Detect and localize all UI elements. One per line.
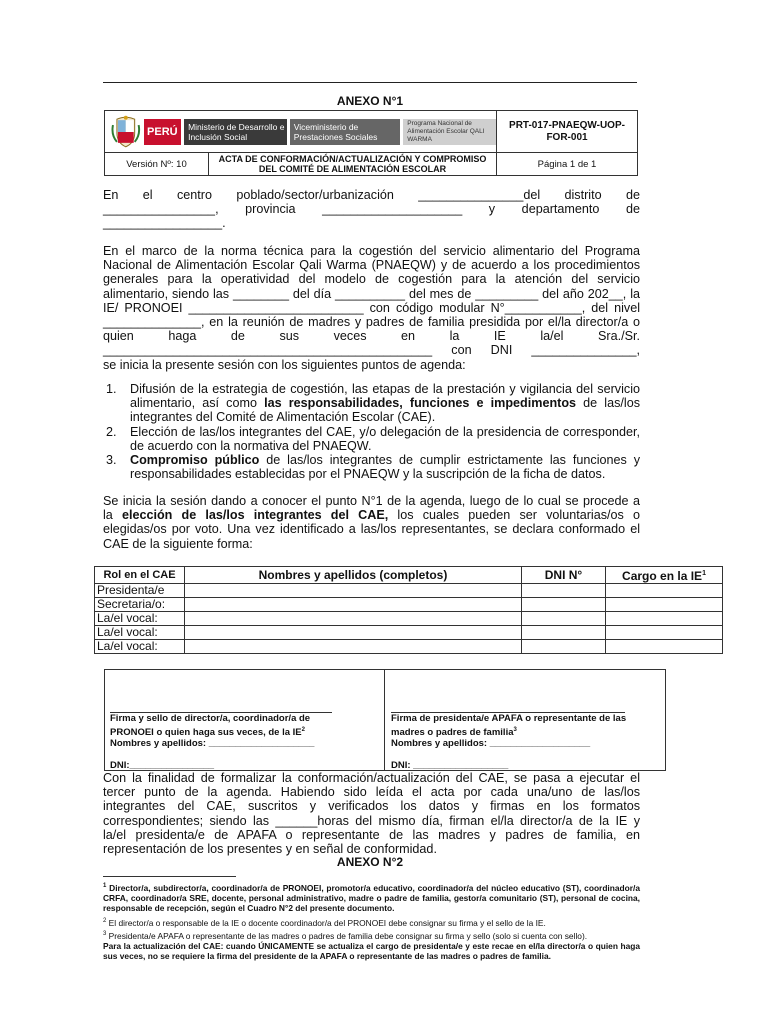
name-cell[interactable]	[185, 640, 522, 654]
cargo-cell[interactable]	[606, 598, 723, 612]
table-row	[95, 598, 723, 612]
paragraph-line: Nacional de Alimentación Escolar Qali Warma (PNAEQW) y de acuerdo a los procedimientos	[103, 258, 640, 273]
agenda-text: de las/los integrantes de cumplir estrictamente las funciones y responsabilidades establecidas por el PNAEQW y la suscripción de la ficha de datos.	[130, 453, 640, 482]
intro-line: _________________.	[103, 216, 226, 231]
col-header-rol: Rol en el CAE	[95, 567, 185, 584]
signature-name-field[interactable]: Nombres y apellidos: ___________________	[391, 738, 591, 750]
paragraph-line: alimentario, siendo las ________ del día __________ del mes de _________ del año 202__, la	[103, 286, 640, 301]
col-header-cargo: Cargo en la $IE^1$	[606, 567, 723, 584]
paragraph-line: IE/ PRONOEI _________________________ con código modular N°___________, del nivel	[103, 300, 640, 315]
paragraph-line: Se inicia la sesión dando a conocer el punto N°1 de la agenda, luego de lo cual se procede a	[103, 494, 640, 508]
intro-line: ________________, provincia ____________________ y departamento de	[103, 202, 640, 217]
intro-line: En el centro poblado/sector/urbanización _______________del distrito de	[103, 188, 640, 202]
cargo-cell[interactable]	[606, 584, 723, 598]
ministry-name: Ministerio de Desarrollo e Inclusión Social	[184, 119, 287, 145]
table-row	[95, 612, 723, 626]
name-cell[interactable]	[185, 612, 522, 626]
logo-cell	[105, 111, 497, 153]
dni-cell[interactable]	[522, 584, 606, 598]
cargo-cell[interactable]	[606, 612, 723, 626]
paragraph-line: Con la finalidad de formalizar la conformación/actualización del CAE, se pasa a ejecutar el	[103, 771, 640, 785]
role-cell: La/el vocal:	[95, 612, 185, 626]
agenda-bold-text: Compromiso público	[130, 453, 260, 468]
table-row	[95, 640, 723, 654]
paragraph-line: elegidas/os por voto. Una vez identificado a las/los representantes, se declara conformado el	[103, 522, 640, 537]
signature-dni-field[interactable]: DNI: __________________	[391, 759, 509, 771]
name-cell[interactable]	[185, 598, 522, 612]
agenda-text: Elección de las/los integrantes del CAE, y/o delegación de la presidencia de corresponder, de acuerdo con la normativa del PNAEQW.	[130, 424, 640, 453]
paragraph-line: representación de los presentes y en señal de conformidad.	[103, 842, 437, 857]
signature-caption: Firma y sello de director/a, coordinador/a de	[110, 713, 311, 724]
footnote-update-note: Para la actualización del CAE: cuando ÚNICAMENTE se actualiza el cargo de presidenta/e y este recae en el/la director/a o quien haga sus veces, no se requiere la firma del presidente de la APAFA o representante de las madres o padres de familia.	[103, 941, 640, 962]
paragraph-line: se inicia la presente sesión con los siguientes puntos de agenda:	[103, 357, 466, 372]
paragraph-line: la/el presidenta/e de APAFA o representante de las madres y padres de familia, en	[103, 827, 640, 842]
signature-divider	[384, 669, 385, 771]
dni-cell[interactable]	[522, 598, 606, 612]
signature-name-field[interactable]: Nombres y apellidos: ____________________	[110, 738, 315, 750]
paragraph-line: ______________, en la reunión de madres y padres de familia presidida por el/la director/a o	[103, 315, 640, 330]
dni-cell[interactable]	[522, 640, 606, 654]
viceministry-name: Viceministerio de Prestaciones Sociales	[290, 119, 401, 145]
page-number: Página 1 de 1	[497, 153, 638, 176]
cargo-cell[interactable]	[606, 626, 723, 640]
paragraph-line: generales para la operatividad del modelo de cogestión para la atención del servicio	[103, 272, 640, 287]
top-rule	[103, 82, 637, 83]
paragraph-line: quien haga de sus veces en la IE la/el Sra./Sr.	[103, 329, 640, 344]
paragraph-line: integrantes del CAE, suscritos y verificados los datos y firmas en los formatos	[103, 799, 640, 814]
paragraph-line: _______________________________________________ con DNI _______________,	[103, 343, 640, 358]
closing-paragraph	[103, 771, 640, 856]
footnote-3: $^3$ Presidenta/e APAFA o representante de las madres o padres de familia debe consignar su firma y sello (solo si cuenta con sello).	[103, 930, 588, 941]
agenda-item	[103, 382, 640, 425]
annex1-title: ANEXO N°1	[336, 94, 404, 108]
agenda-text: de las/los integrantes del Comité de Alimentación Escolar (CAE).	[130, 396, 640, 425]
col-header-dni: DNI N°	[522, 567, 606, 584]
annex2-title: ANEXO N°2	[336, 855, 404, 869]
role-cell: La/el vocal:	[95, 640, 185, 654]
apafa-signature-block	[391, 712, 661, 771]
signature-caption: PRONOEI o quien haga sus veces, de la $IE^2$	[110, 726, 305, 738]
name-cell[interactable]	[185, 626, 522, 640]
role-cell: La/el vocal:	[95, 626, 185, 640]
acta-title: ACTA DE CONFORMACIÓN/ACTUALIZACIÓN Y COMPROMISO DEL COMITÉ DE ALIMENTACIÓN ESCOLAR	[209, 153, 497, 176]
context-paragraph	[103, 244, 640, 372]
footnote-2: $^2$ El director/a o responsable de la IE o docente coordinador/a del PRONOEI debe consignar su firma y el sello de la IE.	[103, 917, 546, 928]
intro-paragraph	[103, 188, 640, 231]
agenda-text: Difusión de la estrategia de cogestión, las etapas de la prestación y vigilancia del servicio alimentario, así como	[130, 382, 640, 411]
table-header-row	[95, 567, 723, 584]
document-header-table	[104, 110, 638, 176]
paragraph-line: correspondientes; siendo las ______horas del mismo día, firman el/la director/a de la IE y	[103, 813, 640, 828]
agenda-item	[103, 453, 640, 481]
agenda-number: 1.	[106, 382, 117, 396]
paragraph-line: CAE de la siguiente forma:	[103, 536, 253, 551]
role-cell: Presidenta/e	[95, 584, 185, 598]
election-paragraph	[103, 494, 640, 551]
agenda-bold-text: las responsabilidades, funciones e impedimentos	[264, 396, 577, 411]
director-signature-block	[110, 712, 378, 771]
paragraph-line: la elección de las/los integrantes del CAE, los cuales pueden ser voluntarias/os o	[103, 508, 640, 523]
program-name: Programa Nacional de Alimentación Escolar QALI WARMA	[403, 119, 496, 145]
dni-cell[interactable]	[522, 612, 606, 626]
role-cell: Secretaria/o:	[95, 598, 185, 612]
signature-caption: Firma de presidenta/e APAFA o representante de las	[391, 713, 627, 724]
signature-caption: madres o padres de familia$^3$	[391, 726, 517, 738]
col-header-nombres: Nombres y apellidos (completos)	[185, 567, 522, 584]
coat-of-arms-icon	[111, 115, 141, 149]
version-number: Versión Nº: 10	[105, 153, 209, 176]
table-row	[95, 626, 723, 640]
agenda-list	[103, 382, 640, 481]
footnote-1: $^1$ Director/a, subdirector/a, coordinador/a de PRONOEI, promotor/a educativo, coordinador/a del núcleo educativo (ST), coordinador/a CRFA, coordinador/a SRE, docente, personal administrativo, madre o padre de familia, gestor/a comunitario (ST), personal de cocina, responsable de recepción, según el Cuadro N°2 del presente documento.	[103, 882, 641, 914]
agenda-number: 3.	[106, 453, 117, 468]
signature-dni-field[interactable]: DNI:________________	[110, 759, 215, 771]
agenda-item	[103, 425, 640, 453]
paragraph-line: tercer punto de la agenda. Habiendo sido leída el acta por cada una/uno de las/los	[103, 785, 640, 800]
name-cell[interactable]	[185, 584, 522, 598]
paragraph-line: En el marco de la norma técnica para la cogestión del servicio alimentario del Programa	[103, 244, 640, 258]
election-bold-text: elección de las/los integrantes del CAE,	[121, 508, 389, 523]
agenda-number: 2.	[106, 424, 117, 439]
footnote-rule	[103, 876, 236, 877]
cargo-cell[interactable]	[606, 640, 723, 654]
table-row	[95, 584, 723, 598]
document-code: PRT-017-PNAEQW-UOP-FOR-001	[497, 111, 638, 153]
cae-members-table	[94, 566, 723, 654]
peru-brand: PERÚ	[144, 119, 181, 145]
dni-cell[interactable]	[522, 626, 606, 640]
